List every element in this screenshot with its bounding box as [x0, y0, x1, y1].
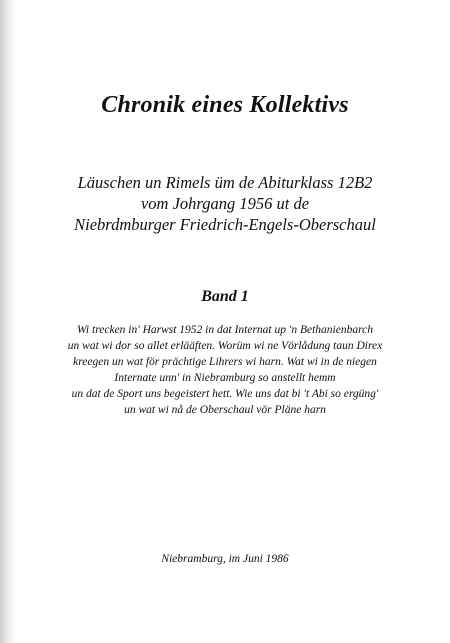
volume-heading: Band 1 [201, 288, 249, 305]
summary-line: Wi trecken in' Harwst 1952 in dat Internat up 'n Bethanienbarch [76, 324, 373, 336]
summary-line: un wat wi dor so allet erlääften. Worüm wi ne Vörlådung taun Direx [67, 340, 383, 352]
document-title: Chronik eines Kollektivs [101, 92, 349, 118]
summary-line: un wat wi nå de Oberschaul vör Pläne harn [124, 404, 326, 416]
document-subtitle [0, 172, 450, 235]
subtitle-line: Läuschen un Rimels üm de Abiturklass 12B2 [77, 173, 373, 192]
summary-paragraph [0, 322, 450, 418]
subtitle-line: Niebrdmburger Friedrich-Engels-Oberschaul [74, 215, 376, 234]
summary-line: kreegen un wat för prächtige Lihrers wi harn. Wat wi in de niegen [73, 356, 377, 368]
place-date-line: Niebramburg, im Juni 1986 [161, 553, 289, 565]
summary-line: Internate unn' in Niebramburg so anstellt hemm [114, 372, 336, 384]
summary-line: un dat de Sport uns begeistert hett. Wie uns dat bi 't Abi so ergüng' [71, 388, 379, 400]
subtitle-line: vom Johrgang 1956 ut de [140, 194, 310, 213]
